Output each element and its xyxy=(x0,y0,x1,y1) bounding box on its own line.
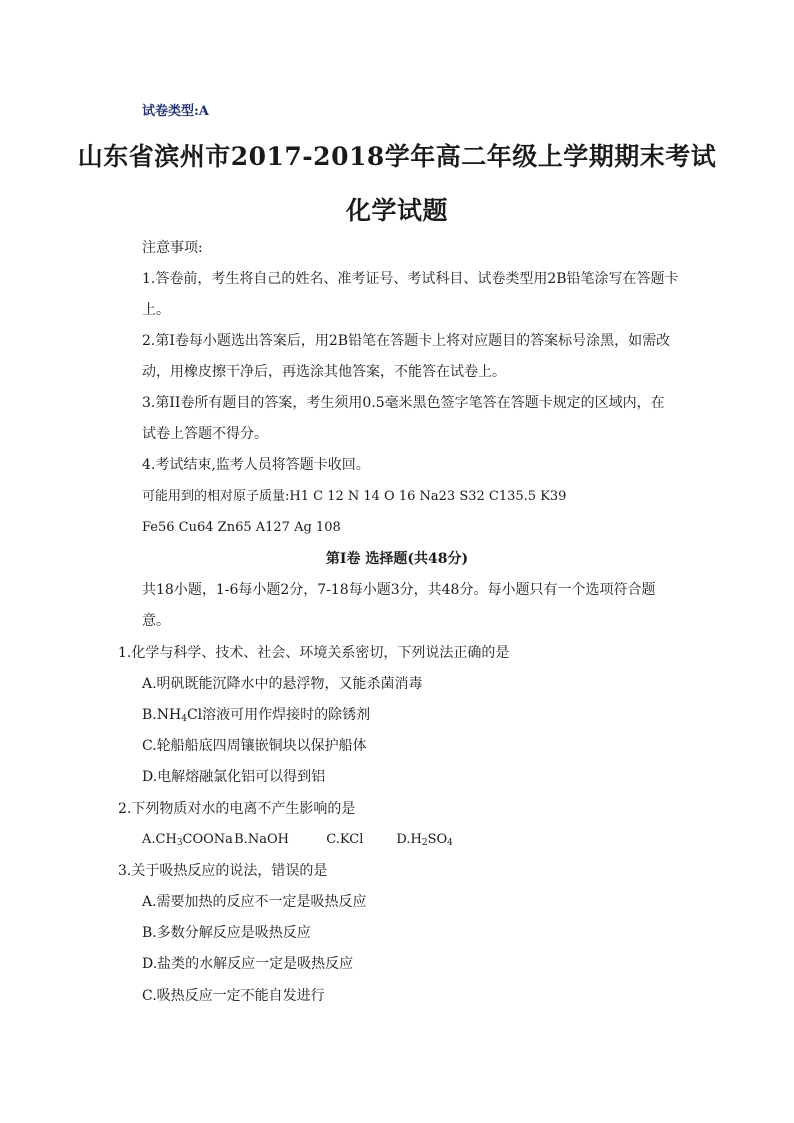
question-3-option-a: A.需要加热的反应不一定是吸热反应 xyxy=(142,894,367,910)
question-2-stem: 2.下列物质对水的电离不产生影响的是 xyxy=(118,801,356,817)
notice-item-3: 3.第II卷所有题目的答案，考生须用0.5毫米黑色签字笔答在答题卡规定的区域内，在 xyxy=(142,395,665,411)
option-text: A.CH xyxy=(142,832,177,847)
subscript: 2 xyxy=(421,838,428,848)
notice-item-2-cont: 动，用橡皮擦干净后，再选涂其他答案，不能答在试卷上。 xyxy=(142,364,506,380)
section-1-intro-cont: 意。 xyxy=(142,613,170,629)
notice-heading: 注意事项: xyxy=(142,240,203,256)
atomic-mass-line-2: Fe56 Cu64 Zn65 A127 Ag 108 xyxy=(142,520,341,535)
question-2-option-d xyxy=(396,830,452,850)
question-1-option-c: C.轮船船底四周镶嵌铜块以保护船体 xyxy=(142,738,367,754)
notice-item-3-cont: 试卷上答题不得分。 xyxy=(142,426,268,442)
option-text: Cl溶液可用作焊接时的除锈剂 xyxy=(186,707,371,723)
question-1-stem: 1.化学与科学、技术、社会、环境关系密切，下列说法正确的是 xyxy=(118,645,510,661)
question-2-option-c: C.KCl xyxy=(326,832,364,847)
question-3-stem: 3.关于吸热反应的说法，错误的是 xyxy=(118,863,328,879)
question-3-option-d: D.盐类的水解反应一定是吸热反应 xyxy=(142,956,354,972)
subscript: 3 xyxy=(176,838,183,848)
subscript: 4 xyxy=(181,714,187,724)
paper-type-label: 试卷类型:A xyxy=(142,104,209,119)
question-2-option-b: B.NaOH xyxy=(234,832,289,847)
section-1-intro: 共18小题，1-6每小题2分，7-18每小题3分，共48分。每小题只有一个选项符合题 xyxy=(142,582,656,598)
notice-item-1: 1.答卷前，考生将自己的姓名、准考证号、考试科目、试卷类型用2B铅笔涂写在答题卡 xyxy=(142,271,679,287)
question-1-option-d: D.电解熔融氯化铝可以得到铝 xyxy=(142,769,326,785)
question-3-option-b: B.多数分解反应是吸热反应 xyxy=(142,925,311,941)
question-1-option-b xyxy=(142,705,370,725)
section-1-heading: 第Ⅰ卷 选择题(共48分) xyxy=(325,551,469,567)
notice-item-4: 4.考试结束,监考人员将答题卡收回。 xyxy=(142,457,370,473)
question-1-option-a: A.明矾既能沉降水中的悬浮物，又能杀菌消毒 xyxy=(142,676,423,692)
atomic-mass-line-1: 可能用到的相对原子质量:H1 C 12 N 14 O 16 Na23 S32 C135.5 K39 xyxy=(142,489,567,504)
option-text: COONa xyxy=(182,832,233,847)
option-text: SO xyxy=(427,832,448,847)
question-2-options xyxy=(142,830,453,850)
subscript: 4 xyxy=(447,838,453,848)
question-3-option-c: C.吸热反应一定不能自发进行 xyxy=(142,988,325,1004)
exam-subject-title: 化学试题 xyxy=(345,196,448,225)
question-2-option-a xyxy=(142,830,233,850)
option-text: B.NH xyxy=(142,707,182,723)
notice-item-2: 2.第Ⅰ卷每小题选出答案后，用2B铅笔在答题卡上将对应题目的答案标号涂黑，如需改 xyxy=(142,333,671,349)
notice-item-1-cont: 上。 xyxy=(142,302,170,318)
option-text: D.H xyxy=(396,832,422,847)
exam-title: 山东省滨州市2017-2018学年高二年级上学期期末考试 xyxy=(77,142,717,171)
